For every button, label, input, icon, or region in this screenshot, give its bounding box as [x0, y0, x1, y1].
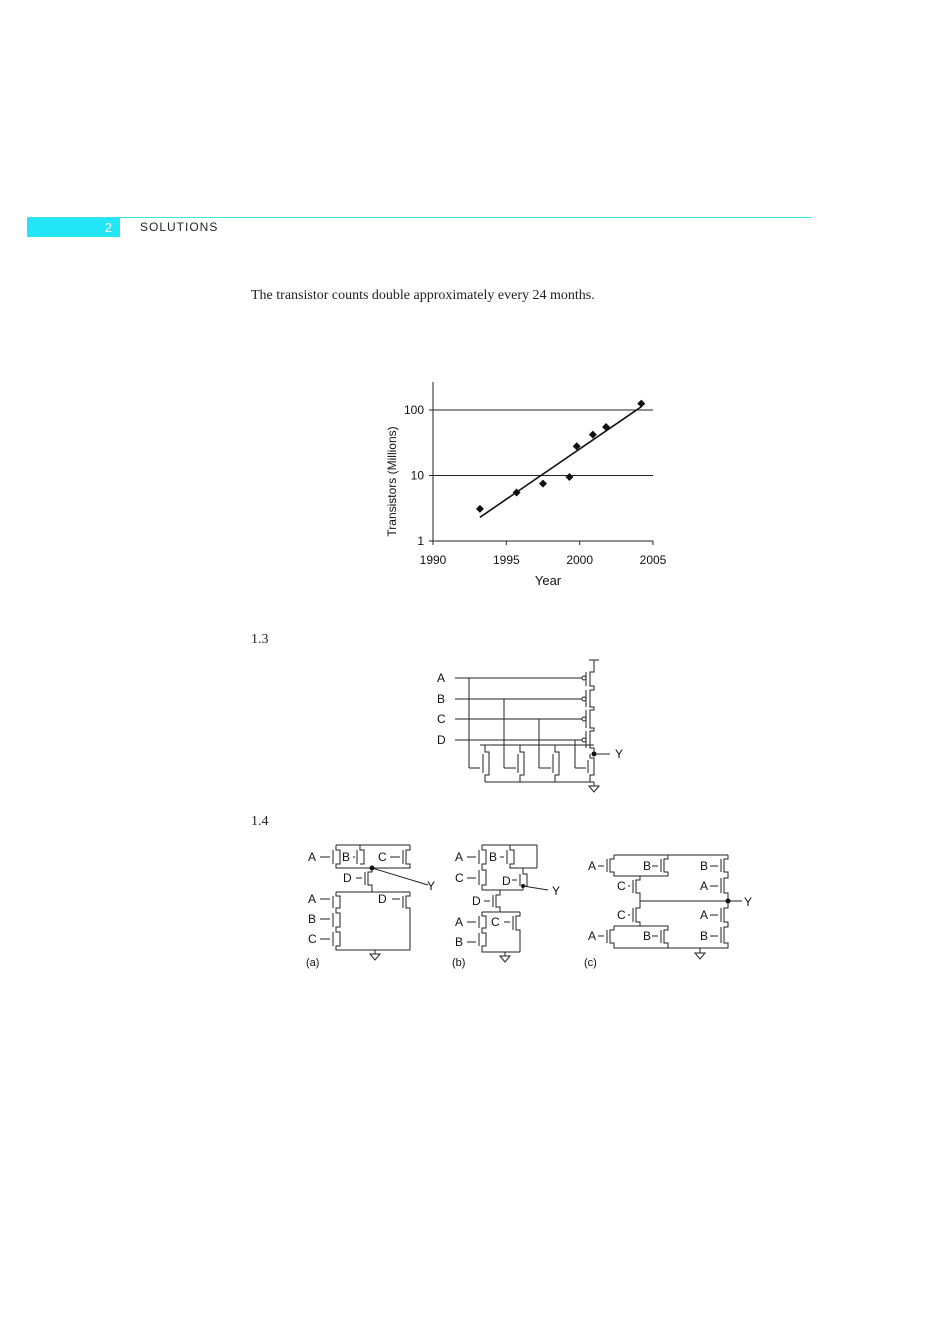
header-rule: [27, 217, 812, 218]
label-c-b3: B: [643, 929, 652, 943]
label-b-c1: C: [455, 871, 464, 885]
label-a-a1: A: [308, 850, 317, 864]
input-label-c: C: [437, 712, 446, 726]
statement-text: The transistor counts double approximately every 24 months.: [251, 288, 595, 303]
label-a-d2: D: [378, 892, 387, 906]
x-tick-label: 2005: [639, 553, 667, 567]
caption-a: (a): [306, 957, 320, 969]
label-a-a2: A: [308, 892, 317, 906]
label-b-b2: B: [455, 935, 464, 949]
x-tick-label: 1995: [492, 553, 520, 567]
data-point-5: [589, 431, 597, 439]
caption-c: (c): [584, 957, 597, 969]
label-a-y: Y: [427, 879, 436, 893]
label-c-c2: C: [617, 908, 626, 922]
x-tick-label: 2000: [566, 553, 594, 567]
label-c-c1: C: [617, 879, 626, 893]
output-label-y: Y: [615, 747, 624, 761]
input-label-d: D: [437, 733, 446, 747]
x-axis-label: Year: [534, 573, 562, 588]
data-point-3: [565, 473, 573, 481]
data-point-4: [573, 442, 581, 450]
label-b-b1: B: [489, 850, 498, 864]
data-point-6: [602, 423, 610, 431]
label-c-a2: A: [700, 879, 709, 893]
caption-b: (b): [452, 957, 466, 969]
label-c-a4: A: [588, 929, 597, 943]
x-tick-label: 1990: [419, 553, 447, 567]
y-tick-label: 1: [417, 534, 424, 548]
data-point-0: [476, 505, 484, 513]
problem-number-1-3: 1.3: [251, 632, 269, 647]
label-b-d1: D: [502, 874, 511, 888]
label-b-y: Y: [552, 884, 561, 898]
label-a-d1: D: [343, 871, 352, 885]
label-c-b1: B: [643, 859, 652, 873]
page-number: 2: [27, 218, 120, 237]
label-b-a1: A: [455, 850, 464, 864]
label-a-b1: B: [342, 850, 351, 864]
input-label-a: A: [437, 671, 446, 685]
label-a-c2: C: [308, 932, 317, 946]
y-axis-label: Transistors (Millions): [385, 426, 399, 537]
data-point-2: [539, 480, 547, 488]
label-a-c1: C: [378, 850, 387, 864]
running-head: SOLUTIONS: [140, 220, 219, 234]
y-tick-label: 100: [403, 403, 424, 417]
label-b-d2: D: [472, 894, 481, 908]
label-b-c2: C: [491, 915, 500, 929]
y-tick-label: 10: [410, 468, 424, 483]
data-point-1: [513, 489, 521, 497]
label-a-b2: B: [308, 912, 317, 926]
label-c-b4: B: [700, 929, 709, 943]
input-label-b: B: [437, 692, 446, 706]
label-c-b2: B: [700, 859, 709, 873]
chart-area: [385, 382, 667, 588]
problem-number-1-4: 1.4: [251, 814, 269, 829]
label-b-a2: A: [455, 915, 464, 929]
fit-line: [480, 407, 641, 518]
data-point-7: [637, 400, 645, 408]
label-c-a3: A: [700, 908, 709, 922]
label-c-a1: A: [588, 859, 597, 873]
label-c-y: Y: [744, 895, 753, 909]
